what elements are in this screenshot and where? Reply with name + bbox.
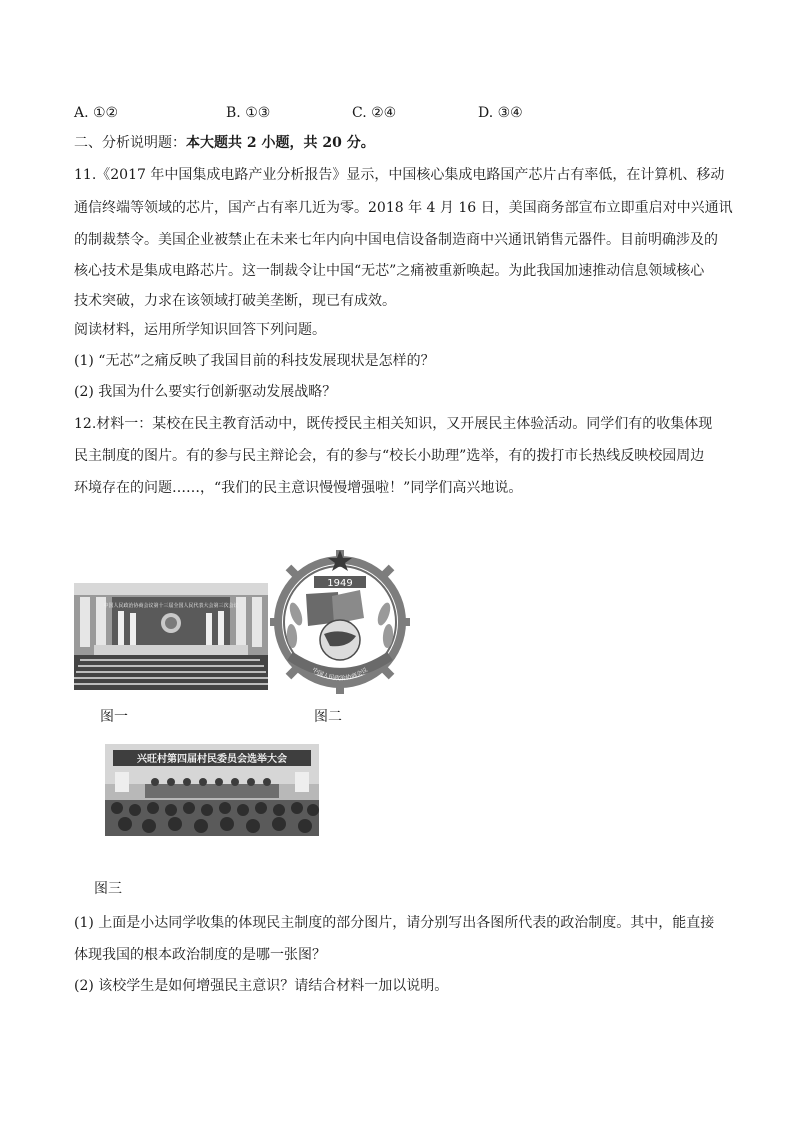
q11-subquestion-2: (2) 我国为什么要实行创新驱动发展战略？ bbox=[74, 384, 337, 400]
figure-3-image bbox=[105, 744, 319, 836]
q12-subquestion-2: (2) 该校学生是如何增强民主意识？请结合材料一加以说明。 bbox=[74, 978, 449, 994]
figure-2-year: 1949 bbox=[327, 578, 353, 589]
q12-line-1: 12.材料一：某校在民主教育活动中，既传授民主相关知识，又开展民主体验活动。同学们有的收集体现 bbox=[74, 416, 713, 432]
figure-1-image bbox=[74, 583, 268, 690]
q12-line-3: 环境存在的问题……，“我们的民主意识慢慢增强啦！”同学们高兴地说。 bbox=[74, 480, 523, 496]
section-two-bold: 本大题共 2 小题，共 20 分。 bbox=[186, 135, 375, 151]
section-two-lead: 二、分析说明题： bbox=[74, 135, 186, 151]
figure-2-ring-text: 中国人民政治协商会议 bbox=[310, 666, 370, 683]
option-c: C. ②④ bbox=[352, 105, 397, 121]
q11-line-3: 的制裁禁令。美国企业被禁止在未来七年内向中国电信设备制造商中兴通讯销售元器件。目前明确涉及的 bbox=[74, 232, 718, 248]
option-b: B. ①③ bbox=[226, 105, 271, 121]
q11-instruction: 阅读材料，运用所学知识回答下列问题。 bbox=[74, 322, 326, 338]
section-two-heading bbox=[74, 134, 375, 152]
option-a: A. ①② bbox=[74, 105, 119, 121]
figure-1-caption: 图一 bbox=[100, 709, 128, 725]
q11-line-4: 核心技术是集成电路芯片。这一制裁令让中国“无芯”之痛被重新唤起。为此我国加速推动信息领域核心 bbox=[74, 263, 705, 279]
figure-1-banner: 中国人民政治协商会议第十三届全国人民代表大会第三次会议 bbox=[103, 603, 239, 609]
q12-line-2: 民主制度的图片。有的参与民主辩论会，有的参与“校长小助理”选举，有的拨打市长热线反映校园周边 bbox=[74, 448, 705, 464]
q11-subquestion-1: (1) “无芯”之痛反映了我国目前的科技发展现状是怎样的？ bbox=[74, 353, 435, 369]
figure-2-emblem bbox=[268, 544, 412, 696]
q12-subquestion-1-line-2: 体现我国的根本政治制度的是哪一张图？ bbox=[74, 947, 326, 963]
figure-2-caption: 图二 bbox=[314, 709, 342, 725]
q12-subquestion-1-line-1: (1) 上面是小达同学收集的体现民主制度的部分图片，请分别写出各图所代表的政治制度。其中，能直接 bbox=[74, 915, 715, 931]
figure-3-banner: 兴旺村第四届村民委员会选举大会 bbox=[137, 754, 287, 765]
q11-line-1: 11.《2017 年中国集成电路产业分析报告》显示，中国核心集成电路国产芯片占有率低，在计算机、移动 bbox=[74, 167, 725, 183]
q11-line-2: 通信终端等领域的芯片，国产占有率几近为零。2018 年 4 月 16 日，美国商务部宣布立即重启对中兴通讯 bbox=[74, 200, 733, 216]
option-d: D. ③④ bbox=[478, 105, 523, 121]
q11-line-5: 技术突破，力求在该领域打破美垄断，现已有成效。 bbox=[74, 293, 396, 309]
figure-3-caption: 图三 bbox=[94, 881, 122, 897]
